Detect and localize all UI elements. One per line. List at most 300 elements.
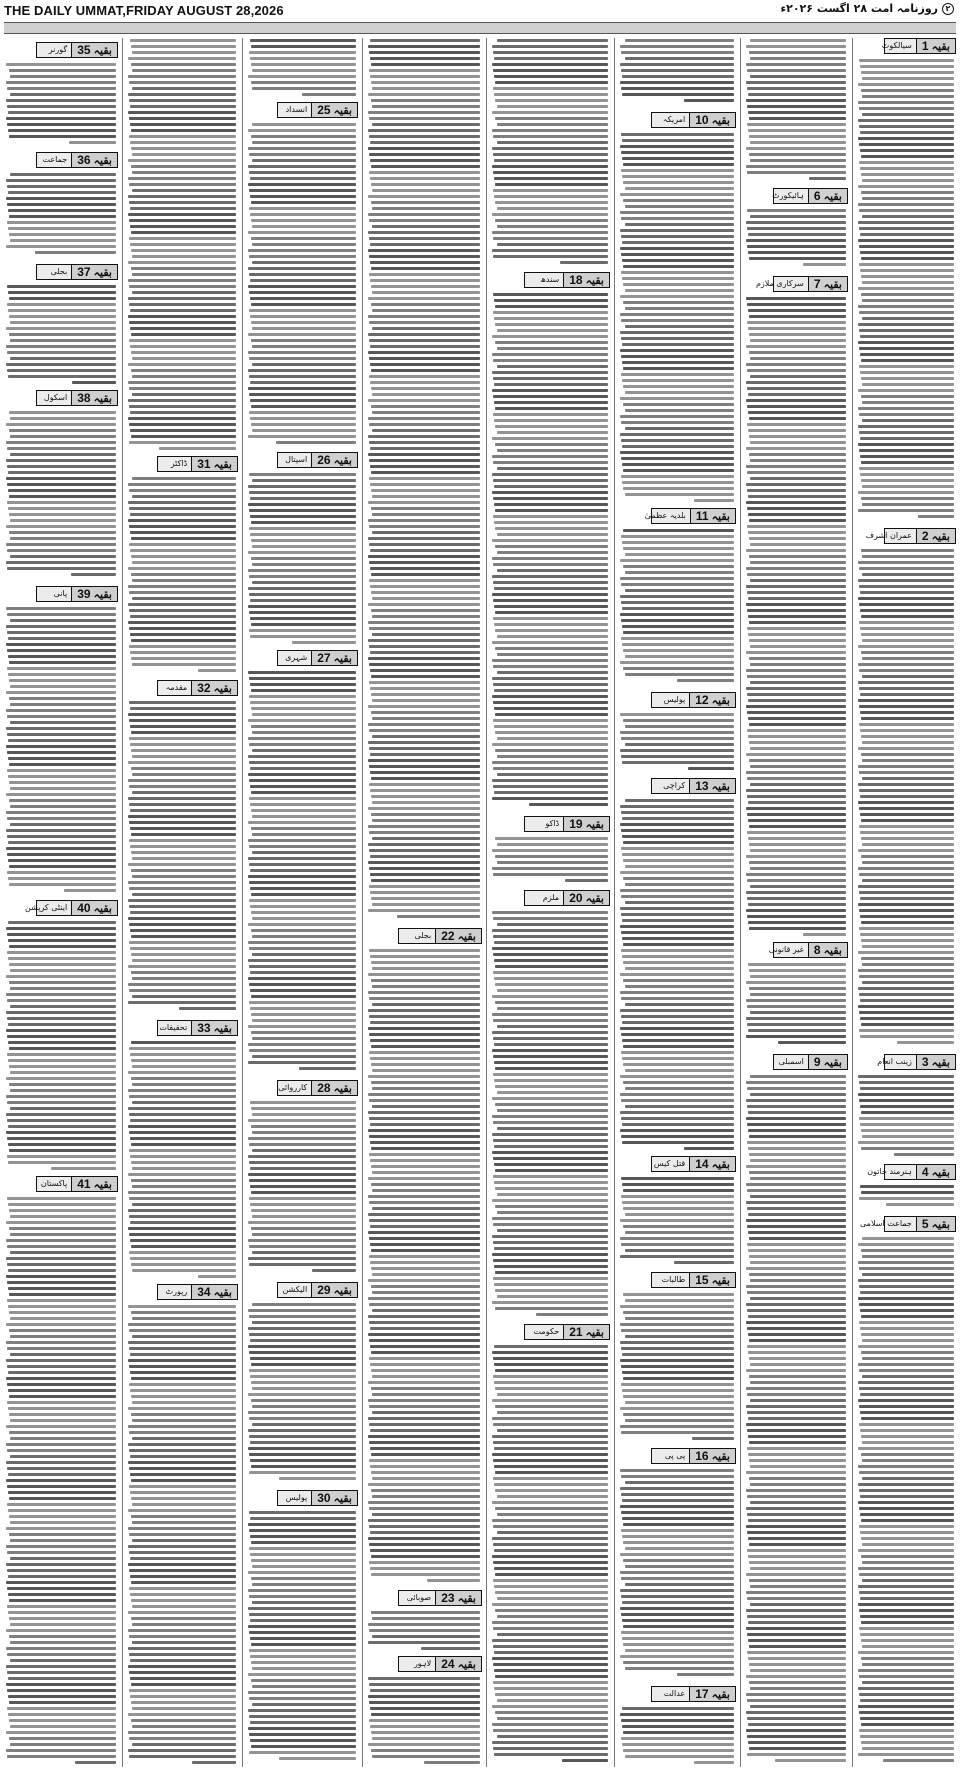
article-text-line bbox=[620, 1237, 734, 1240]
article-text-line bbox=[128, 815, 236, 818]
article-text-line bbox=[621, 133, 734, 136]
entry-number bbox=[808, 189, 847, 203]
article-text-line bbox=[252, 1321, 356, 1324]
article-text-line bbox=[8, 957, 116, 960]
article-text-line bbox=[621, 457, 734, 460]
article-text-line bbox=[370, 177, 480, 180]
article-text-line bbox=[132, 1623, 236, 1626]
article-text-line bbox=[8, 1713, 116, 1716]
article-text-line bbox=[249, 1161, 356, 1164]
article-text-line bbox=[370, 1725, 480, 1728]
article-text-line bbox=[10, 453, 116, 456]
article-body bbox=[368, 38, 480, 924]
entry-title: پاکستان bbox=[40, 1179, 68, 1188]
article-text-line bbox=[860, 609, 954, 612]
article-text-line bbox=[7, 1119, 116, 1122]
article-text-line bbox=[858, 867, 954, 870]
entry-title: ڈاکو bbox=[545, 819, 560, 828]
article-text-line bbox=[859, 909, 954, 912]
article-text-line bbox=[747, 321, 846, 324]
article-text-line bbox=[10, 703, 116, 706]
article-text-line bbox=[371, 1285, 480, 1288]
article-text-line bbox=[495, 183, 608, 186]
article-text-line bbox=[371, 1351, 480, 1354]
entry-number-value: 11 bbox=[695, 509, 709, 523]
entry-number-prefix: بقیہ bbox=[820, 945, 842, 957]
article-text-line bbox=[371, 369, 480, 372]
article-text-line bbox=[372, 819, 480, 822]
article-text-line bbox=[368, 1435, 480, 1438]
article-text-line bbox=[859, 263, 954, 266]
article-text-line bbox=[493, 1241, 608, 1244]
article-text-line bbox=[130, 1239, 236, 1242]
article-text-line bbox=[749, 1273, 846, 1276]
article-text-line bbox=[132, 1101, 236, 1104]
article-text-line bbox=[128, 567, 236, 570]
article-text-line bbox=[369, 1255, 480, 1258]
article-text-line bbox=[370, 549, 480, 552]
article-text-line bbox=[371, 471, 480, 474]
article-text-line bbox=[129, 117, 236, 120]
article-text-line bbox=[132, 1641, 236, 1644]
article-text-line bbox=[495, 81, 608, 84]
article-text-line bbox=[861, 615, 954, 618]
masthead-english-title: THE DAILY UMMAT,FRIDAY AUGUST 28,2026 bbox=[4, 3, 284, 18]
article-text-line bbox=[370, 465, 480, 468]
article-text-line bbox=[7, 567, 116, 570]
article-text-line bbox=[6, 1647, 116, 1650]
header-rule-band bbox=[4, 22, 956, 34]
article-text-line bbox=[492, 695, 608, 698]
article-text-line bbox=[252, 581, 356, 584]
entry-heading-box bbox=[398, 1656, 482, 1672]
article-body bbox=[248, 1510, 356, 1767]
article-text-line bbox=[862, 215, 954, 218]
article-text-line bbox=[861, 1023, 954, 1026]
article-text-line bbox=[748, 327, 846, 330]
article-text-line bbox=[623, 1045, 734, 1048]
article-text-line bbox=[248, 1625, 356, 1628]
article-text-line bbox=[492, 1133, 608, 1136]
article-text-line bbox=[299, 1067, 356, 1070]
article-text-line bbox=[494, 1483, 608, 1486]
entry-number-prefix: بقیہ bbox=[708, 781, 730, 793]
article-text-line bbox=[492, 641, 608, 644]
article-text-line bbox=[370, 1039, 480, 1042]
article-text-line bbox=[747, 1717, 846, 1720]
article-text-line bbox=[10, 1071, 116, 1074]
article-text-line bbox=[497, 1411, 608, 1414]
article-text-line bbox=[368, 555, 480, 558]
article-text-line bbox=[248, 1119, 356, 1122]
article-text-line bbox=[861, 819, 954, 822]
article-text-line bbox=[9, 495, 116, 498]
article-text-line bbox=[10, 339, 116, 342]
article-text-line bbox=[249, 743, 356, 746]
news-column bbox=[246, 38, 358, 1767]
article-text-line bbox=[250, 785, 356, 788]
article-text-line bbox=[129, 887, 236, 890]
article-text-line bbox=[746, 81, 846, 84]
article-text-line bbox=[252, 851, 356, 854]
article-text-line bbox=[131, 45, 236, 48]
entry-number-prefix: بقیہ bbox=[90, 903, 112, 915]
article-text-line bbox=[302, 93, 356, 96]
article-text-line bbox=[371, 777, 480, 780]
article-text-line bbox=[248, 1345, 356, 1348]
entry-title: پولیس bbox=[663, 695, 686, 704]
article-text-line bbox=[747, 1105, 846, 1108]
article-text-line bbox=[861, 651, 954, 654]
article-text-line bbox=[250, 57, 356, 60]
article-text-line bbox=[492, 659, 608, 662]
article-text-line bbox=[249, 375, 356, 378]
article-text-line bbox=[371, 81, 480, 84]
article-text-line bbox=[862, 419, 954, 422]
article-text-line bbox=[493, 1579, 608, 1582]
entry-number bbox=[689, 113, 735, 127]
article-text-line bbox=[620, 907, 734, 910]
article-text-line bbox=[128, 917, 236, 920]
article-text-line bbox=[130, 1677, 236, 1680]
article-text-line bbox=[859, 413, 954, 416]
article-text-line bbox=[129, 1383, 236, 1386]
article-text-line bbox=[129, 645, 236, 648]
article-body bbox=[6, 606, 116, 896]
article-text-line bbox=[494, 75, 608, 78]
article-text-line bbox=[749, 417, 846, 420]
article-body bbox=[248, 38, 356, 98]
entry-heading-box bbox=[651, 1156, 736, 1172]
article-text-line bbox=[131, 1599, 236, 1602]
entry-number-value: 31 bbox=[197, 457, 211, 471]
article-text-line bbox=[622, 817, 734, 820]
entry-heading-box bbox=[157, 1020, 238, 1036]
article-text-line bbox=[6, 1479, 116, 1482]
article-text-line bbox=[747, 1207, 846, 1210]
article-body bbox=[492, 1344, 608, 1767]
article-text-line bbox=[6, 847, 116, 850]
article-text-line bbox=[748, 129, 846, 132]
article-text-line bbox=[621, 1493, 734, 1496]
article-text-line bbox=[492, 1741, 608, 1744]
article-text-line bbox=[252, 1251, 356, 1254]
article-text-line bbox=[497, 1295, 608, 1298]
article-text-line bbox=[495, 117, 608, 120]
article-text-line bbox=[129, 1653, 236, 1656]
article-text-line bbox=[495, 1573, 608, 1576]
entry-number-prefix: بقیہ bbox=[210, 683, 232, 695]
article-text-line bbox=[749, 537, 846, 540]
article-body bbox=[492, 38, 608, 268]
article-text-line bbox=[858, 1651, 954, 1654]
article-text-line bbox=[368, 501, 480, 504]
article-text-line bbox=[128, 779, 236, 782]
article-text-line bbox=[862, 317, 954, 320]
article-text-line bbox=[252, 1113, 356, 1116]
article-text-line bbox=[250, 39, 356, 42]
article-text-line bbox=[6, 441, 116, 444]
article-text-line bbox=[749, 1681, 846, 1684]
article-text-line bbox=[370, 651, 480, 654]
article-text-line bbox=[250, 971, 356, 974]
article-text-line bbox=[279, 1757, 356, 1760]
article-text-line bbox=[129, 1131, 236, 1134]
article-text-line bbox=[694, 1761, 734, 1764]
article-text-line bbox=[494, 1585, 608, 1588]
article-text-line bbox=[492, 911, 608, 914]
article-text-line bbox=[859, 1387, 954, 1390]
article-text-line bbox=[858, 1585, 954, 1588]
article-text-line bbox=[860, 269, 954, 272]
article-text-line bbox=[7, 1605, 116, 1608]
article-text-line bbox=[6, 117, 116, 120]
article-text-line bbox=[371, 1387, 480, 1390]
article-text-line bbox=[860, 1035, 954, 1038]
entry-number-prefix: بقیہ bbox=[210, 459, 232, 471]
article-text-line bbox=[862, 1681, 954, 1684]
article-text-line bbox=[371, 1731, 480, 1734]
entry-number-prefix: بقیہ bbox=[210, 1023, 232, 1035]
article-text-line bbox=[620, 211, 734, 214]
article-text-line bbox=[862, 657, 954, 660]
article-text-line bbox=[248, 977, 356, 980]
article-text-line bbox=[251, 911, 356, 914]
article-text-line bbox=[132, 1203, 236, 1206]
article-text-line bbox=[249, 695, 356, 698]
article-text-line bbox=[132, 959, 236, 962]
entry-title: ہنرمند خاتون bbox=[867, 1167, 912, 1176]
article-text-line bbox=[860, 1633, 954, 1636]
article-text-line bbox=[8, 489, 116, 492]
article-text-line bbox=[858, 1005, 954, 1008]
article-text-line bbox=[8, 471, 116, 474]
article-text-line bbox=[625, 1003, 734, 1006]
article-text-line bbox=[625, 725, 734, 728]
entry-number bbox=[808, 277, 847, 291]
article-text-line bbox=[131, 147, 236, 150]
article-text-line bbox=[493, 255, 608, 258]
article-text-line bbox=[497, 1513, 608, 1516]
article-text-line bbox=[803, 263, 846, 266]
article-text-line bbox=[493, 461, 608, 464]
article-body bbox=[6, 284, 116, 386]
article-text-line bbox=[860, 233, 954, 236]
article-text-line bbox=[252, 141, 356, 144]
article-text-line bbox=[128, 1425, 236, 1428]
article-text-line bbox=[129, 1467, 236, 1470]
article-text-line bbox=[369, 219, 480, 222]
article-text-line bbox=[861, 191, 954, 194]
article-text-line bbox=[250, 767, 356, 770]
article-text-line bbox=[861, 1555, 954, 1558]
article-text-line bbox=[625, 901, 734, 904]
article-text-line bbox=[858, 137, 954, 140]
article-text-line bbox=[492, 165, 608, 168]
entry-number bbox=[71, 587, 117, 601]
article-text-line bbox=[749, 825, 846, 828]
article-text-line bbox=[370, 567, 480, 570]
article-text-line bbox=[128, 983, 236, 986]
article-text-line bbox=[495, 749, 608, 752]
article-text-line bbox=[6, 363, 116, 366]
article-text-line bbox=[623, 1189, 734, 1192]
article-text-line bbox=[620, 1505, 734, 1508]
article-text-line bbox=[129, 627, 236, 630]
article-text-line bbox=[749, 1153, 846, 1156]
article-text-line bbox=[493, 51, 608, 54]
entry-title: طالبات bbox=[661, 1275, 686, 1284]
article-text-line bbox=[859, 1729, 954, 1732]
article-text-line bbox=[6, 245, 116, 248]
article-text-line bbox=[746, 1387, 846, 1390]
article-text-line bbox=[372, 837, 480, 840]
article-text-line bbox=[248, 857, 356, 860]
article-text-line bbox=[622, 1021, 734, 1024]
article-text-line bbox=[860, 149, 954, 152]
article-text-line bbox=[493, 1477, 608, 1480]
article-text-line bbox=[860, 1735, 954, 1738]
article-text-line bbox=[861, 293, 954, 296]
article-text-line bbox=[750, 141, 846, 144]
entry-number bbox=[563, 273, 609, 287]
article-text-line bbox=[748, 819, 846, 822]
article-text-line bbox=[128, 483, 236, 486]
article-text-line bbox=[370, 1225, 480, 1228]
article-text-line bbox=[8, 877, 116, 880]
article-text-line bbox=[862, 113, 954, 116]
article-text-line bbox=[371, 813, 480, 816]
article-text-line bbox=[132, 189, 236, 192]
article-text-line bbox=[625, 325, 734, 328]
article-text-line bbox=[749, 639, 846, 642]
article-text-line bbox=[622, 75, 734, 78]
article-text-line bbox=[747, 105, 846, 108]
article-text-line bbox=[312, 1269, 356, 1272]
entry-number-prefix: بقیہ bbox=[210, 1287, 232, 1299]
article-text-line bbox=[748, 903, 846, 906]
article-text-line bbox=[492, 389, 608, 392]
article-text-line bbox=[251, 1643, 356, 1646]
article-text-line bbox=[862, 741, 954, 744]
entry-number-value: 41 bbox=[77, 1177, 91, 1191]
article-text-line bbox=[746, 1627, 846, 1630]
article-text-line bbox=[7, 303, 116, 306]
article-text-line bbox=[746, 753, 846, 756]
article-text-line bbox=[621, 69, 734, 72]
article-body bbox=[746, 38, 846, 184]
article-text-line bbox=[128, 713, 236, 716]
article-text-line bbox=[621, 637, 734, 640]
entry-number bbox=[71, 153, 117, 167]
article-text-line bbox=[368, 351, 480, 354]
article-text-line bbox=[622, 1517, 734, 1520]
article-text-line bbox=[621, 829, 734, 832]
article-text-line bbox=[248, 737, 356, 740]
entry-title: کارروائی bbox=[278, 1083, 308, 1092]
article-text-line bbox=[621, 1383, 734, 1386]
article-text-line bbox=[859, 365, 954, 368]
article-text-line bbox=[9, 1497, 116, 1500]
article-text-line bbox=[746, 1711, 846, 1714]
article-text-line bbox=[8, 1161, 116, 1164]
article-text-line bbox=[249, 1613, 356, 1616]
article-text-line bbox=[858, 1687, 954, 1690]
entry-number-prefix: بقیہ bbox=[90, 393, 112, 405]
article-text-line bbox=[10, 1215, 116, 1218]
article-text-line bbox=[369, 1405, 480, 1408]
entry-title: امریکہ bbox=[662, 115, 686, 124]
article-text-line bbox=[371, 693, 480, 696]
article-text-line bbox=[621, 439, 734, 442]
article-text-line bbox=[251, 557, 356, 560]
article-text-line bbox=[862, 843, 954, 846]
article-text-line bbox=[859, 1099, 954, 1102]
article-text-line bbox=[369, 441, 480, 444]
article-text-line bbox=[748, 1621, 846, 1624]
article-text-line bbox=[129, 489, 236, 492]
entry-number bbox=[689, 1157, 735, 1171]
article-text-line bbox=[494, 791, 608, 794]
article-text-line bbox=[497, 1495, 608, 1498]
article-text-line bbox=[860, 1699, 954, 1702]
article-text-line bbox=[494, 1753, 608, 1756]
article-text-line bbox=[494, 1465, 608, 1468]
entry-heading-box bbox=[277, 1080, 358, 1096]
article-text-line bbox=[625, 967, 734, 970]
article-text-line bbox=[692, 1437, 734, 1440]
article-text-line bbox=[495, 837, 608, 840]
article-text-line bbox=[748, 111, 846, 114]
news-column bbox=[4, 38, 118, 1767]
article-text-line bbox=[497, 105, 608, 108]
column-divider bbox=[242, 38, 243, 1767]
article-text-line bbox=[369, 117, 480, 120]
article-text-line bbox=[620, 1359, 734, 1362]
article-text-line bbox=[493, 87, 608, 90]
article-text-line bbox=[6, 1275, 116, 1278]
article-text-line bbox=[9, 1227, 116, 1230]
article-text-line bbox=[862, 1543, 954, 1546]
article-text-line bbox=[746, 1573, 846, 1576]
article-text-line bbox=[370, 789, 480, 792]
article-text-line bbox=[131, 935, 236, 938]
article-text-line bbox=[494, 159, 608, 162]
article-text-line bbox=[620, 577, 734, 580]
article-body bbox=[746, 208, 846, 272]
article-text-line bbox=[493, 701, 608, 704]
article-text-line bbox=[128, 195, 236, 198]
article-text-line bbox=[859, 227, 954, 230]
article-text-line bbox=[621, 755, 734, 758]
article-text-line bbox=[372, 1291, 480, 1294]
article-text-line bbox=[371, 201, 480, 204]
article-text-line bbox=[861, 71, 954, 74]
article-text-line bbox=[130, 39, 236, 42]
article-text-line bbox=[251, 81, 356, 84]
article-text-line bbox=[750, 215, 846, 218]
article-text-line bbox=[249, 779, 356, 782]
article-text-line bbox=[750, 75, 846, 78]
article-text-line bbox=[130, 911, 236, 914]
article-text-line bbox=[370, 1327, 480, 1330]
entry-number-value: 32 bbox=[197, 681, 211, 695]
article-text-line bbox=[369, 1423, 480, 1426]
article-text-line bbox=[859, 1405, 954, 1408]
entry-number-value: 19 bbox=[569, 817, 583, 831]
article-text-line bbox=[371, 1045, 480, 1048]
article-text-line bbox=[7, 185, 116, 188]
